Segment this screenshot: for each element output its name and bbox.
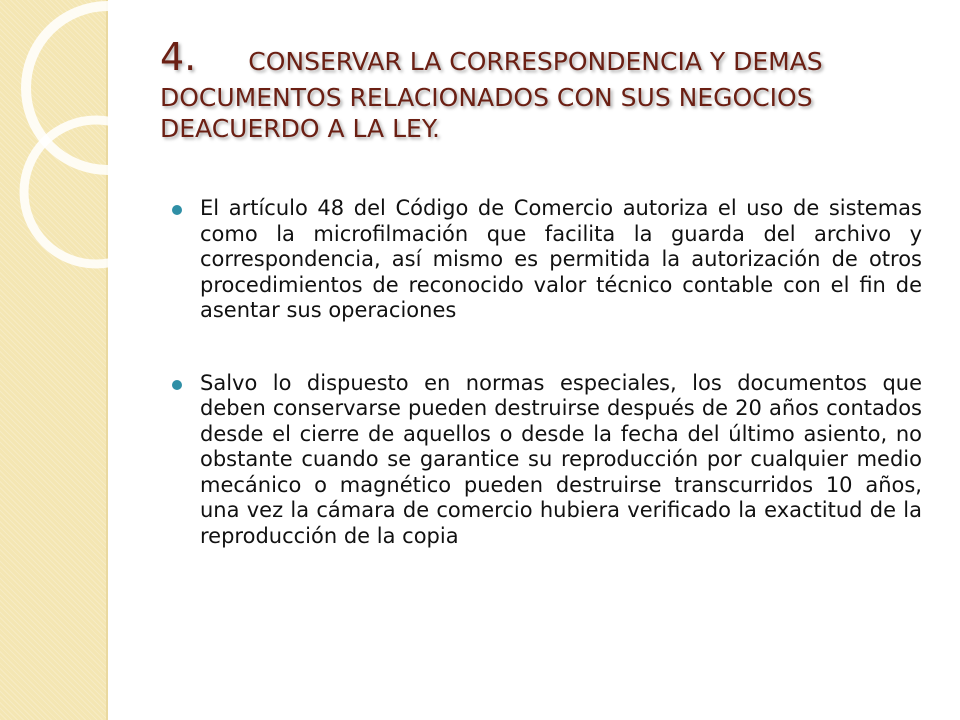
- bullet-dot-icon: [172, 380, 182, 390]
- title-text: CONSERVAR LA CORRESPONDENCIA Y DEMAS DOCUMENTOS RELACIONADOS CON SUS NEGOCIOS DEACUERDO A LA LEY.: [160, 47, 823, 144]
- title-number: 4.: [160, 35, 197, 79]
- bullet-text: El artículo 48 del Código de Comercio autoriza el uso de sistemas como la microfilmación que facilita la guarda del archivo y correspondencia, así mismo es permitida la autorización de otros procedimientos de reconocido valor técnico contable con el fin de asentar sus operaciones: [200, 196, 922, 322]
- bullet-list: [172, 196, 922, 596]
- slide-title: [160, 34, 930, 145]
- bullet-text: Salvo lo dispuesto en normas especiales, los documentos que deben conservarse pueden destruirse después de 20 años contados desde el cierre de aquellos o desde la fecha del último asiento, no obstante cuando se garantice su reproducción por cualquier medio mecánico o magnético pueden destruirse transcurridos 10 años, una vez la cámara de comercio hubiera verificado la exactitud de la reproducción de la copia: [200, 370, 922, 548]
- bullet-dot-icon: [172, 205, 182, 215]
- decorative-ring-small: [24, 120, 168, 264]
- bullet-item: [172, 371, 922, 550]
- bullet-item: [172, 196, 922, 324]
